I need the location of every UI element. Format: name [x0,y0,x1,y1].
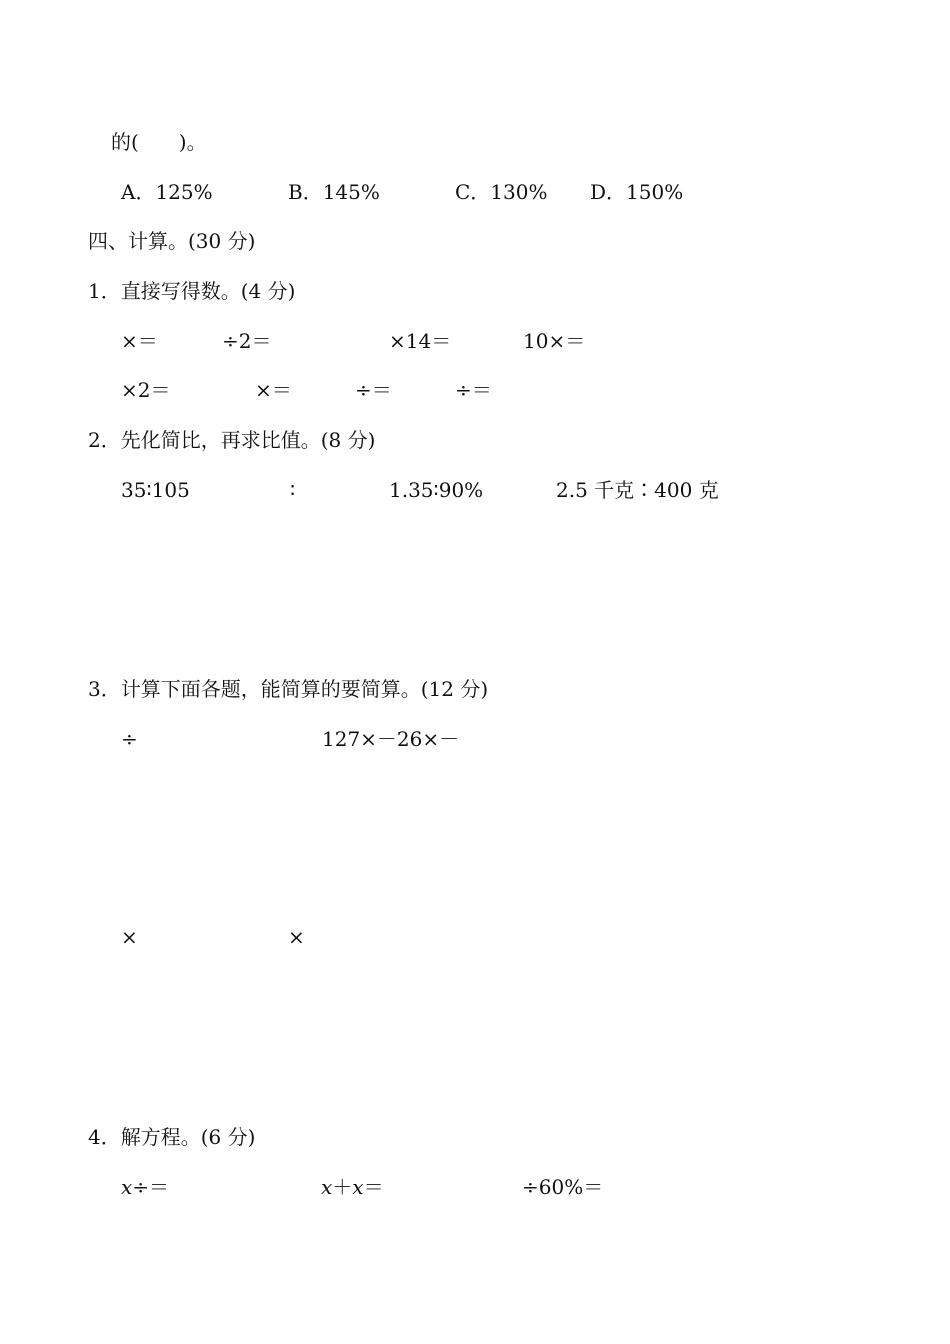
problem-2-title: 2．先化简比，再求比值。(8 分) [88,428,376,452]
problem-1-item: ×2＝ [121,378,171,402]
plus-sign: ＋ [332,1175,353,1199]
problem-1-item: ×14＝ [389,329,452,353]
problem-3-item: 127×－26×－ [322,727,460,751]
equals-sign: ＝ [363,1175,384,1199]
variable-x: x [121,1175,133,1199]
equation-1 [121,1175,169,1199]
problem-1-item: ÷＝ [355,378,392,402]
problem-3-title: 3．计算下面各题，能简算的要简算。(12 分) [88,677,489,701]
section-title: 四、计算。(30 分) [88,229,256,253]
equation-1-rest: ÷＝ [132,1175,170,1199]
variable-x: x [352,1175,364,1199]
variable-x: x [321,1175,333,1199]
problem-1-item: 10×＝ [523,329,586,353]
problem-2-item: 1.35∶90% [389,478,484,502]
problem-1-title: 1．直接写得数。(4 分) [88,279,296,303]
equation-3: ÷60%＝ [522,1175,604,1199]
problem-3-item: × [121,925,138,949]
problem-3-item: ÷ [121,727,138,751]
problem-1-item: ×＝ [121,329,158,353]
option-a: A．125% [121,180,213,204]
equation-2 [321,1175,384,1199]
option-b: B．145% [288,180,380,204]
problem-2-item: 35∶105 [121,478,190,502]
question-tail-text: 的( )。 [111,130,207,154]
problem-1-item: ×＝ [255,378,292,402]
option-d: D．150% [590,180,684,204]
problem-2-item: ∶ [290,478,296,502]
problem-1-item: ÷2＝ [222,329,272,353]
problem-3-item: × [288,925,305,949]
option-c: C．130% [455,180,548,204]
problem-4-title: 4．解方程。(6 分) [88,1125,256,1149]
problem-1-item: ÷＝ [455,378,492,402]
problem-2-item: 2.5 千克∶400 克 [556,478,719,502]
